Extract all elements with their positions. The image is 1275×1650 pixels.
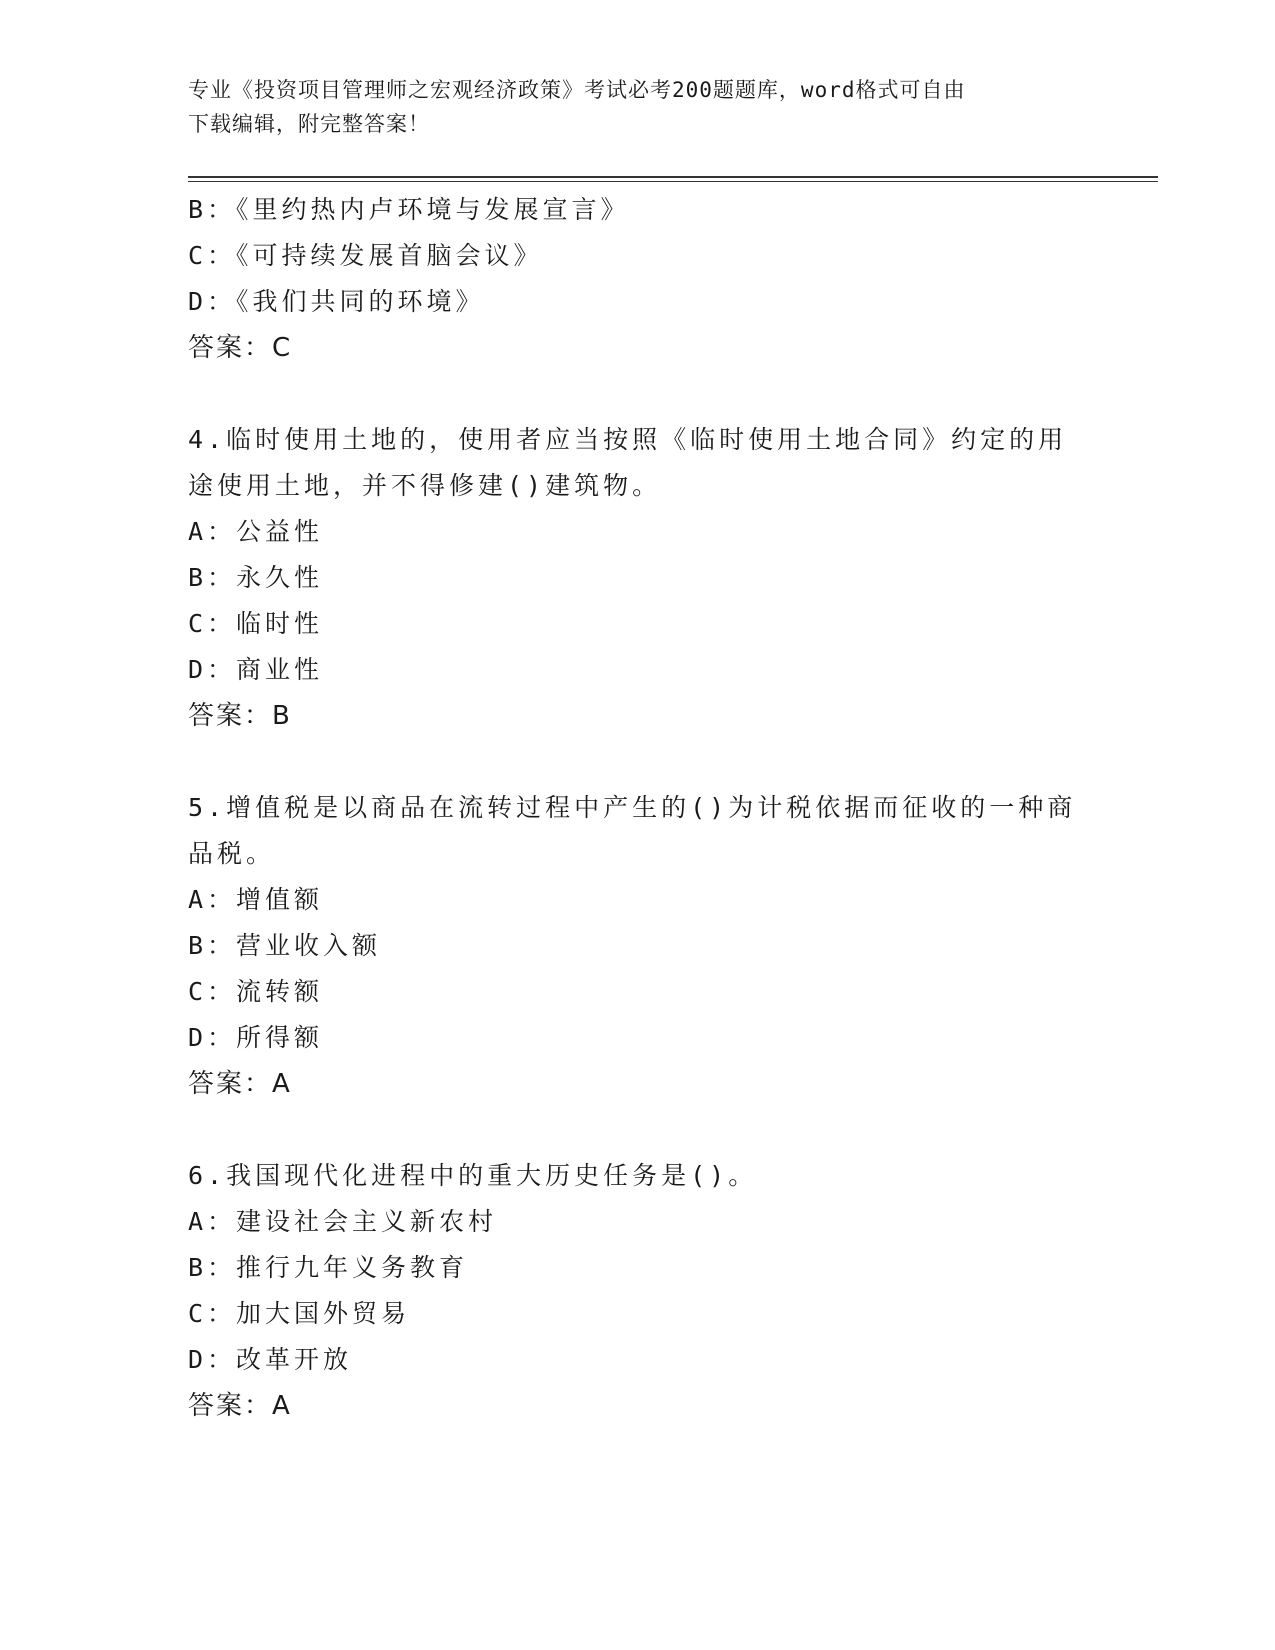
option-c: C：流转额 bbox=[188, 977, 324, 1006]
option-a: A：建设社会主义新农村 bbox=[188, 1207, 498, 1236]
answer: 答案：C bbox=[188, 333, 293, 363]
option-d: D：《我们共同的环境》 bbox=[188, 287, 485, 316]
question-stem: 4.临时使用土地的，使用者应当按照《临时使用土地合同》约定的用 bbox=[188, 425, 1068, 454]
option-a: A：公益性 bbox=[188, 517, 324, 546]
answer: 答案：B bbox=[188, 701, 292, 731]
option-c: C：临时性 bbox=[188, 609, 324, 638]
header-line-1: 专业《投资项目管理师之宏观经济政策》考试必考200题题库，word格式可自由 bbox=[188, 78, 966, 102]
question-6 bbox=[188, 1153, 1068, 1429]
spacer bbox=[188, 371, 1068, 417]
option-a: A：增值额 bbox=[188, 885, 324, 914]
question-4 bbox=[188, 417, 1068, 739]
option-c: C：加大国外贸易 bbox=[188, 1299, 411, 1328]
question-list bbox=[188, 187, 1077, 1429]
spacer bbox=[188, 739, 1068, 785]
option-d: D：改革开放 bbox=[188, 1345, 353, 1374]
option-b: B：营业收入额 bbox=[188, 931, 382, 960]
option-c: C：《可持续发展首脑会议》 bbox=[188, 241, 543, 270]
answer: 答案：A bbox=[188, 1391, 292, 1421]
option-d: D：商业性 bbox=[188, 655, 324, 684]
header-divider-thin bbox=[188, 181, 1158, 182]
question-stem-continued: 品税。 bbox=[188, 839, 276, 868]
question-3-continued bbox=[188, 187, 1068, 371]
question-stem: 5.增值税是以商品在流转过程中产生的()为计税依据而征收的一种商 bbox=[188, 793, 1077, 822]
header-line-2: 下载编辑，附完整答案！ bbox=[188, 112, 430, 136]
question-stem-continued: 途使用土地，并不得修建()建筑物。 bbox=[188, 471, 662, 500]
spacer bbox=[188, 1107, 1068, 1153]
option-b: B：《里约热内卢环境与发展宣言》 bbox=[188, 195, 630, 224]
option-b: B：推行九年义务教育 bbox=[188, 1253, 469, 1282]
header-divider-thick bbox=[188, 176, 1158, 178]
question-5 bbox=[188, 785, 1077, 1107]
question-stem: 6.我国现代化进程中的重大历史任务是()。 bbox=[188, 1161, 758, 1190]
option-b: B：永久性 bbox=[188, 563, 324, 592]
document-header bbox=[188, 73, 1068, 141]
option-d: D：所得额 bbox=[188, 1023, 324, 1052]
answer: 答案：A bbox=[188, 1069, 292, 1099]
